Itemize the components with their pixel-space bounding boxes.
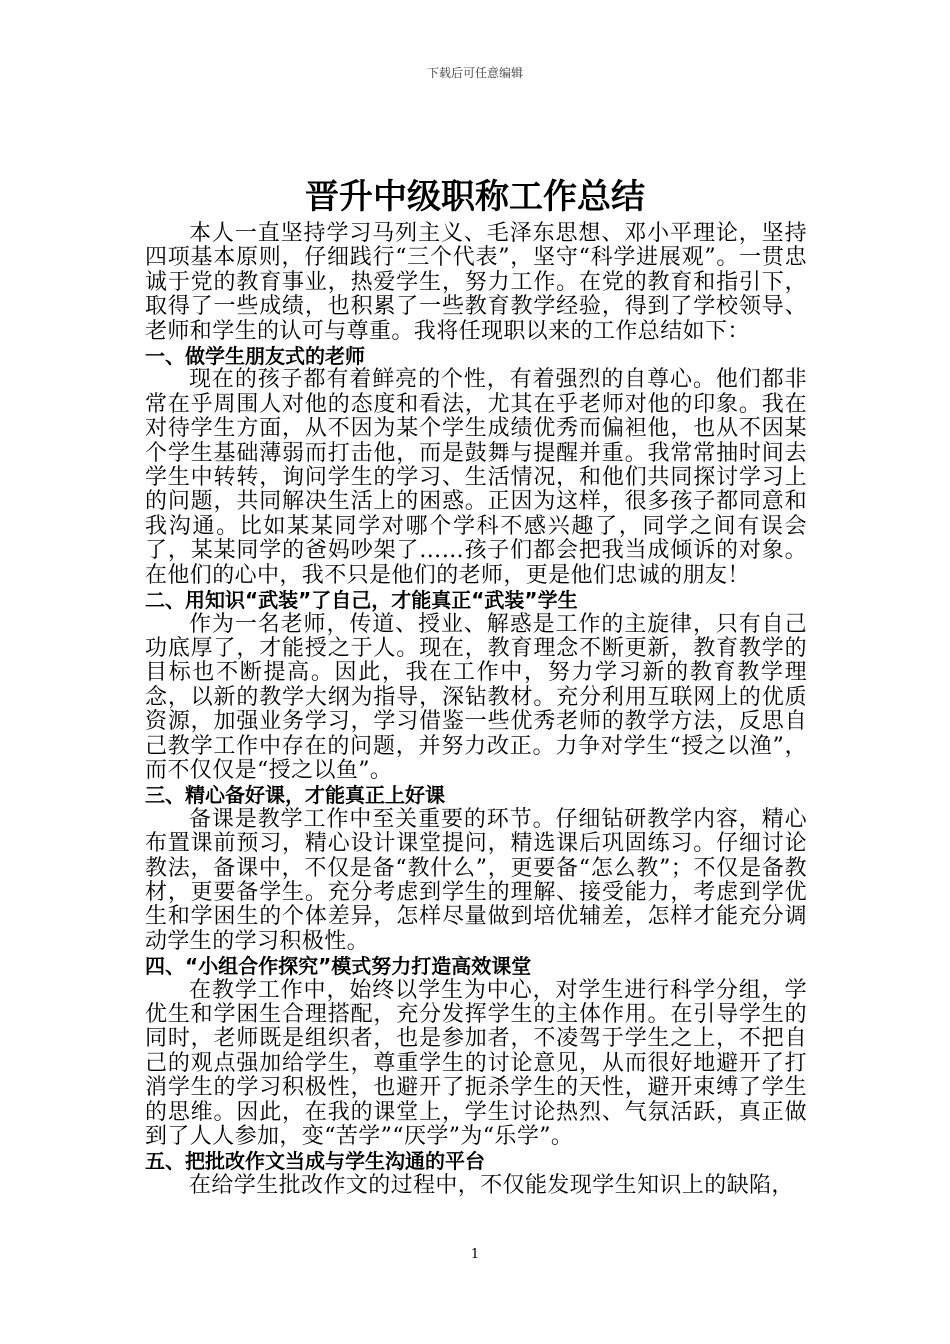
section-heading-5: 五、把批改作文当成与学生沟通的平台 bbox=[145, 1149, 485, 1174]
section-heading-2: 二、用知识“武装”了自己，才能真正“武装”学生 bbox=[145, 588, 578, 613]
page-number: 1 bbox=[470, 1247, 480, 1262]
document-body bbox=[145, 222, 807, 1198]
section-heading-1: 一、做学生朋友式的老师 bbox=[145, 344, 365, 369]
document-title: 晋升中级职称工作总结 bbox=[305, 177, 645, 217]
page-header-note: 下载后可任意编辑 bbox=[426, 66, 523, 80]
section-paragraph-4: 在教学工作中，始终以学生为中心，对学生进行科学分组，学优生和学困生合理搭配，充分发挥学生的主体作用。在引导学生的同时，老师既是组织者，也是参加者，不凌驾于学生之上，不把自己的观点强加给学生，尊重学生的讨论意见，从而很好地避开了打消学生的学习积极性，也避开了扼杀学生的天性，避开束缚了学生的思维。因此，在我的课堂上，学生讨论热烈、气氛活跃，真正做到了人人参加，变“苦学”“厌学”为“乐学”。 bbox=[145, 977, 807, 1150]
section-heading-3: 三、精心备好课，才能真正上好课 bbox=[145, 783, 445, 808]
section-heading-4: 四、“小组合作探究”模式努力打造高效课堂 bbox=[145, 954, 532, 979]
section-paragraph-3: 备课是教学工作中至关重要的环节。仔细钻研教学内容，精心布置课前预习，精心设计课堂提问，精选课后巩固练习。仔细讨论教法，备课中，不仅是备“教什么”，更要备“怎么教”；不仅是备教材，更要备学生。充分考虑到学生的理解、接受能力，考虑到学优生和学困生的个体差异，怎样尽量做到培优辅差，怎样才能充分调动学生的学习积极性。 bbox=[145, 806, 807, 954]
section-paragraph-2: 作为一名老师，传道、授业、解惑是工作的主旋律，只有自己功底厚了，才能授之于人。现在，教育理念不断更新，教育教学的目标也不断提高。因此，我在工作中，努力学习新的教育教学理念，以新的教学大纲为指导，深钻教材。充分利用互联网上的优质资源，加强业务学习，学习借鉴一些优秀老师的教学方法，反思自己教学工作中存在的问题，并努力改正。力争对学生“授之以渔”，而不仅仅是“授之以鱼”。 bbox=[145, 611, 807, 783]
intro-paragraph: 本人一直坚持学习马列主义、毛泽东思想、邓小平理论，坚持四项基本原则，仔细践行“三个代表”，坚守“科学进展观”。一贯忠诚于党的教育事业，热爱学生，努力工作。在党的教育和指引下，取得了一些成绩，也积累了一些教育教学经验，得到了学校领导、老师和学生的认可与尊重。我将任现职以来的工作总结如下： bbox=[145, 221, 807, 344]
section-paragraph-1: 现在的孩子都有着鲜亮的个性，有着强烈的自尊心。他们都非常在乎周围人对他的态度和看法，尤其在乎老师对他的印象。我在对待学生方面，从不因为某个学生成绩优秀而偏袒他，也从不因某个学生基础薄弱而打击他，而是鼓舞与提醒并重。我常常抽时间去学生中转转，询问学生的学习、生活情况，和他们共同探讨学习上的问题，共同解决生活上的困惑。正因为这样，很多孩子都同意和我沟通。比如某某同学对哪个学科不感兴趣了，同学之间有误会了，某某同学的爸妈吵架了……孩子们都会把我当成倾诉的对象。在他们的心中，我不只是他们的老师，更是他们忠诚的朋友！ bbox=[145, 367, 807, 588]
section-paragraph-5: 在给学生批改作文的过程中，不仅能发现学生知识上的缺陷， bbox=[189, 1172, 794, 1198]
